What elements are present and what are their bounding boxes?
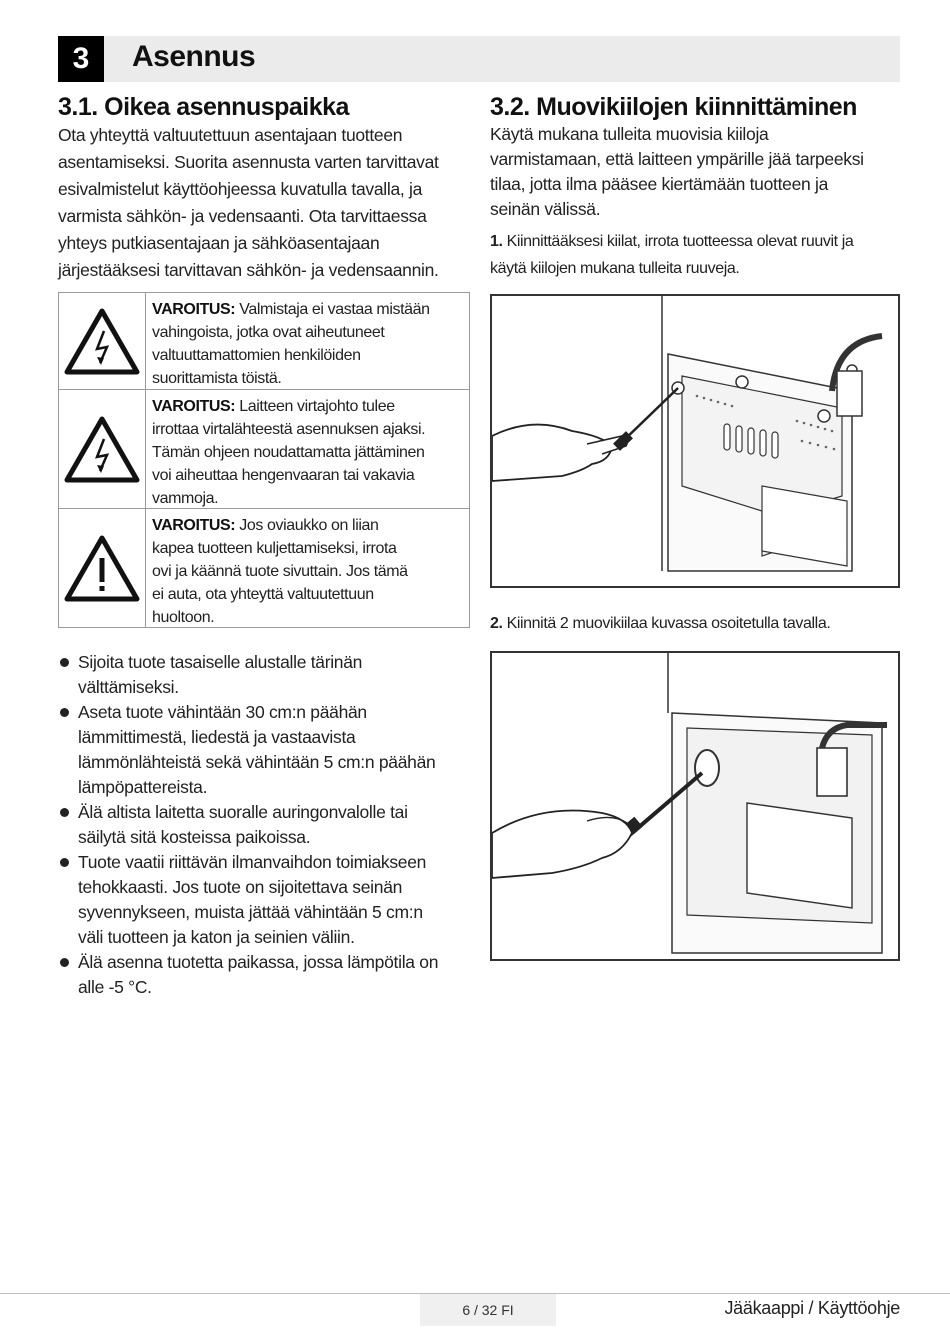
figure-attach-wedges [490, 651, 900, 961]
warning-line: Valmistaja ei vastaa mistään [235, 301, 430, 318]
section-installation-location [58, 92, 470, 1000]
warning-line: voi aiheuttaa hengenvaaran tai vakavia [152, 467, 415, 484]
warning-line: irrottaa virtalähteestä asennuksen ajaksi. [152, 421, 426, 438]
warning-text [146, 390, 431, 508]
bullet-line: Sijoita tuote tasaiselle alustalle tärinän [78, 652, 363, 672]
bullet-line: tehokkaasti. Jos tuote on sijoitettava seinän [78, 877, 403, 897]
step-text: käytä kiilojen mukana tulleita ruuveja. [490, 260, 740, 277]
bullet-line: lämmönlähteistä sekä vähintään 5 cm:n päähän [78, 752, 436, 772]
step-text: Kiinnitä 2 muovikiilaa kuvassa osoitetulla tavalla. [502, 615, 831, 632]
bullet-line: välttämiseksi. [78, 677, 179, 697]
electric-hazard-icon [64, 415, 140, 483]
warning-line: valtuuttamattomien henkilöiden [152, 347, 361, 364]
warning-row [59, 508, 469, 627]
warning-label: VAROITUS: [152, 398, 236, 415]
section-heading: 3.1. Oikea asennuspaikka [58, 93, 349, 121]
placement-bullet-list [58, 650, 470, 1000]
warning-line: Laitteen virtajohto tulee [235, 398, 395, 415]
page-number: 6 / 32 FI [420, 1294, 556, 1326]
intro-line: yhteys putkiasentajaan ja sähköasentajaan [58, 233, 380, 253]
bullet-line: Tuote vaatii riittävän ilmanvaihdon toimiakseen [78, 852, 427, 872]
bullet-line: säilytä sitä kosteissa paikoissa. [78, 827, 311, 847]
warning-label: VAROITUS: [152, 301, 236, 318]
general-warning-icon [64, 534, 140, 602]
bullet-line: väli tuotteen ja katon ja seinien väliin. [78, 927, 355, 947]
list-item [58, 950, 470, 1000]
warning-label: VAROITUS: [152, 517, 236, 534]
step-2 [490, 610, 900, 637]
warning-line: huoltoon. [152, 609, 215, 626]
warning-icon-cell [59, 293, 146, 389]
list-item [58, 700, 470, 800]
list-item [58, 800, 470, 850]
warnings-table [58, 292, 470, 628]
bullet-line: lämmittimestä, liedestä ja vastaavista [78, 727, 356, 747]
illustration-remove-screws [492, 296, 898, 586]
list-item [58, 850, 470, 950]
step-number: 2. [490, 615, 503, 632]
bullet-line: Aseta tuote vähintään 30 cm:n päähän [78, 702, 367, 722]
intro-line: järjestääksesi tarvittavan sähkön- ja vedensaannin. [58, 260, 439, 280]
warning-line: vahingoista, jotka ovat aiheutuneet [152, 324, 385, 341]
illustration-attach-wedges [492, 653, 898, 959]
chapter-title: Asennus [132, 40, 256, 73]
figure-remove-screws [490, 294, 900, 588]
warning-row [59, 389, 469, 508]
warning-line: Jos oviaukko on liian [235, 517, 379, 534]
section-plastic-wedges [490, 92, 900, 961]
chapter-number: 3 [58, 36, 104, 82]
warning-line: ovi ja käännä tuote sivuttain. Jos tämä [152, 563, 408, 580]
bullet-line: Älä altista laitetta suoralle auringonvalolle tai [78, 802, 408, 822]
intro-line: esivalmistelut käyttöohjeessa kuvatulla tavalla, ja [58, 179, 423, 199]
warning-line: suorittamista töistä. [152, 370, 282, 387]
list-item [58, 650, 470, 700]
step-number: 1. [490, 233, 503, 250]
warning-text [146, 293, 436, 389]
intro-line: varmistamaan, että laitteen ympärille jää tarpeeksi [490, 149, 864, 169]
warning-text [146, 509, 414, 627]
document-title: Jääkaappi / Käyttöohje [724, 1298, 900, 1318]
warning-line: Tämän ohjeen noudattamatta jättäminen [152, 444, 425, 461]
bullet-line: Älä asenna tuotetta paikassa, jossa lämpötila on [78, 952, 439, 972]
intro-paragraph [58, 122, 470, 284]
warning-line: vammoja. [152, 490, 219, 507]
intro-line: tilaa, jotta ilma pääsee kiertämään tuotteen ja [490, 174, 829, 194]
chapter-header [58, 36, 900, 82]
bullet-line: syvennykseen, muista jättää vähintään 5 cm:n [78, 902, 423, 922]
warning-line: ei auta, ota yhteyttä valtuutettuun [152, 586, 374, 603]
bullet-line: lämpöpattereista. [78, 777, 208, 797]
warning-icon-cell [59, 390, 146, 508]
warning-line: kapea tuotteen kuljettamiseksi, irrota [152, 540, 397, 557]
intro-line: asentamiseksi. Suorita asennusta varten tarvittavat [58, 152, 439, 172]
electric-hazard-icon [64, 307, 140, 375]
intro-line: seinän välissä. [490, 199, 601, 219]
intro-line: varmista sähkön- ja vedensaanti. Ota tarvittaessa [58, 206, 427, 226]
step-text: Kiinnittääksesi kiilat, irrota tuotteessa olevat ruuvit ja [502, 233, 854, 250]
bullet-line: alle -5 °C. [78, 977, 152, 997]
step-1 [490, 228, 900, 282]
intro-line: Käytä mukana tulleita muovisia kiiloja [490, 124, 769, 144]
section-heading: 3.2. Muovikiilojen kiinnittäminen [490, 93, 857, 121]
intro-line: Ota yhteyttä valtuutettuun asentajaan tuotteen [58, 125, 403, 145]
warning-row [59, 293, 469, 389]
warning-icon-cell [59, 509, 146, 627]
intro-paragraph [490, 122, 900, 222]
